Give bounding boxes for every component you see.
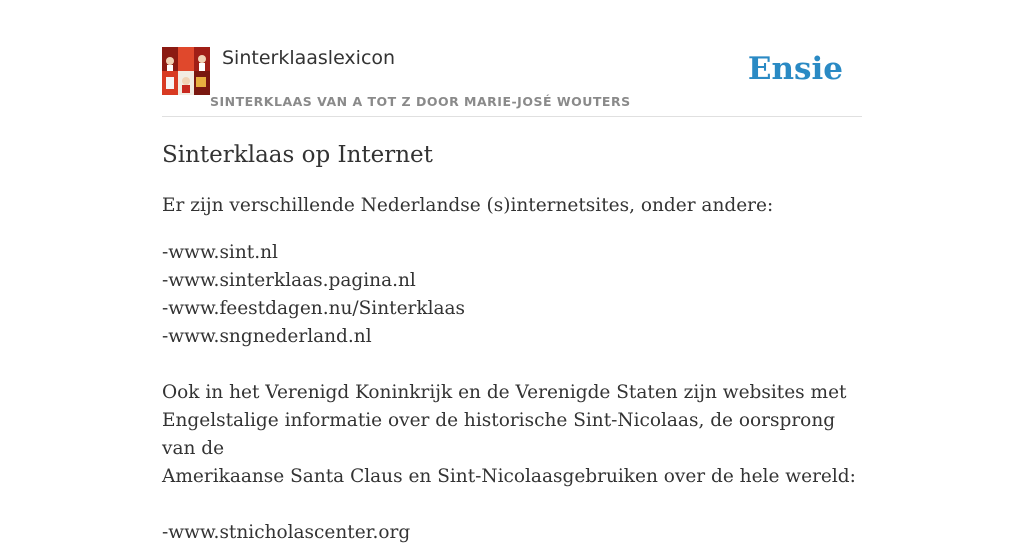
site-header [162,46,862,117]
english-site-list [162,519,862,547]
site-link-sngnederland[interactable]: -www.sngnederland.nl [162,326,372,347]
sinterklaas-collage-avatar-icon [162,47,210,95]
article-title: Sinterklaas op Internet [162,142,433,168]
ensie-logo-link[interactable]: Ensie [747,51,843,87]
avatar[interactable] [162,47,210,95]
article [162,138,862,547]
site-link-sinterklaas-pagina[interactable]: -www.sinterklaas.pagina.nl [162,270,416,291]
dutch-site-list [162,239,862,351]
site-link-feestdagen[interactable]: -www.feestdagen.nu/Sinterklaas [162,298,466,319]
site-title-link[interactable]: Sinterklaaslexicon [222,47,396,69]
site-subtitle: SINTERKLAAS VAN A TOT Z DOOR MARIE-JOSÉ WOUTERS [210,94,631,109]
article-intro: Er zijn verschillende Nederlandse (s)internetsites, onder andere: [162,195,774,216]
site-link-stnicholascenter[interactable]: -www.stnicholascenter.org [162,522,411,543]
article-paragraph: Ook in het Verenigd Koninkrijk en de Verenigde Staten zijn websites met Engelstalige informatie over de historische Sint-Nicolaas, de oorsprong van de Amerikaanse Santa Claus en Sint-Nicolaasgebruiken over de hele wereld: [162,382,856,487]
site-link-sint[interactable]: -www.sint.nl [162,242,278,263]
